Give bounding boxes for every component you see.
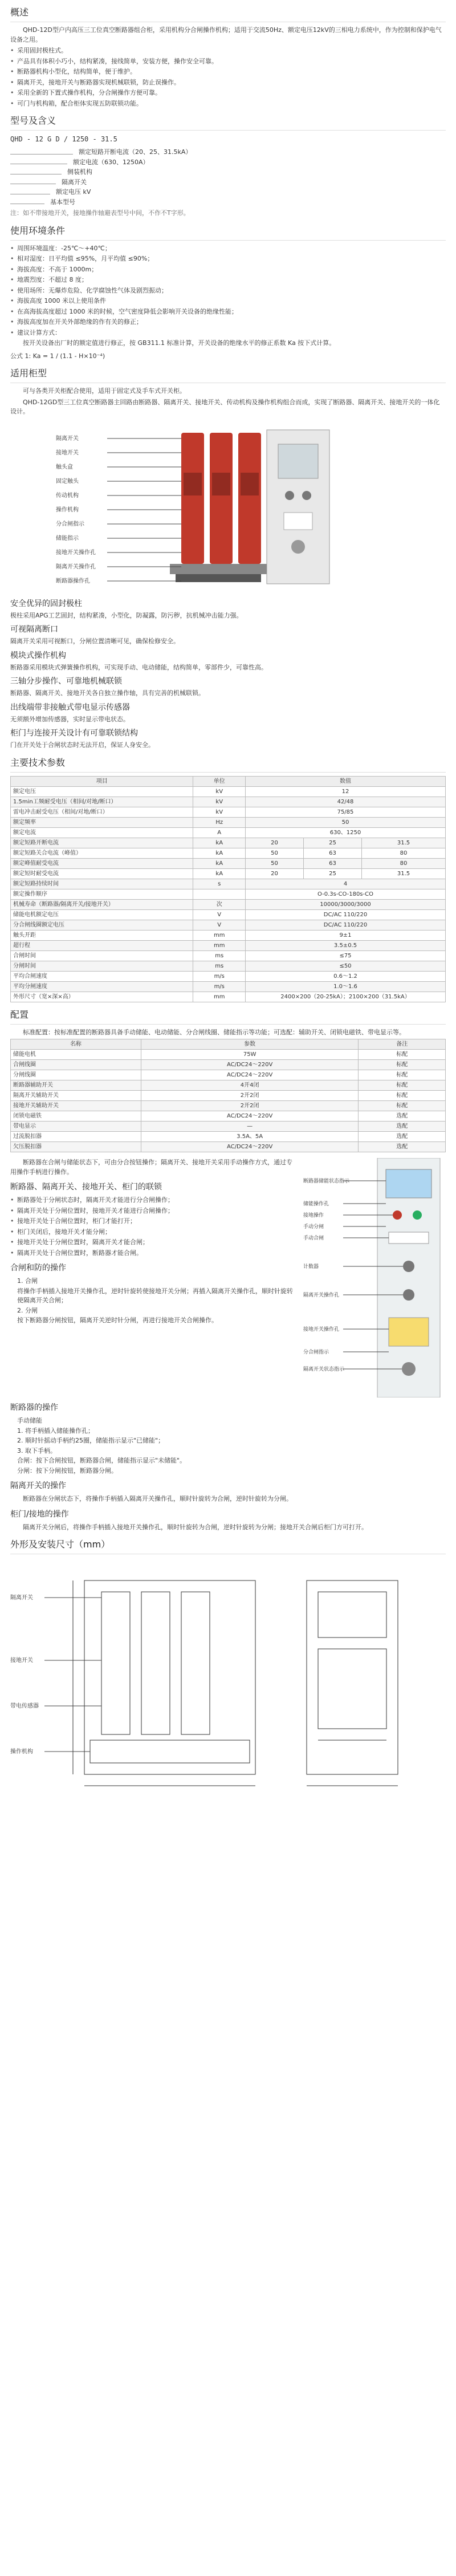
table-cell: 超行程 [11,940,193,950]
panel-label: 储能操作孔 [303,1201,329,1207]
table-cell: 63 [304,858,362,868]
table-cell: 欠压脱扣器 [11,1142,141,1152]
table-row [11,858,446,868]
callout-label: 操作机构 [56,506,79,513]
list-item: • 周围环境温度：-25℃～+40℃； [10,244,446,254]
feature-title: 柜门与连接开关设计有可靠联锁结构 [10,729,138,738]
list-item: • 隔离开关，接地开关与断路器实现机械联锁，防止误操作。 [10,78,446,88]
close-title: 合闸和防的操作 [10,1263,66,1273]
list-item: • 可门与机构箱，配合柜体实现五防联锁功能。 [10,99,446,109]
options-desc: 标准配置：按标准配置的断路器具备手动储能、电动储能、分合闸线圈、储能指示等功能；可选配：辅助开关、闭锁电磁铁、带电显示等。 [23,1028,405,1036]
earth-op-title: 柜门/接地的操作 [10,1509,69,1519]
step: 1. 合闸 [17,1277,38,1285]
table-cell: V [193,920,246,930]
table-cell: 80 [362,858,446,868]
model-meaning: 额定电流（630、1250A） [73,158,149,166]
control-panel-illustration [303,1158,446,1397]
list-item: • 建议计算方式： [10,328,446,338]
table-cell: mm [193,930,246,940]
callout-label: 隔离开关 [56,435,79,442]
feature-title: 三轴分步操作、可靠地机械联锁 [10,677,122,686]
table-cell: AC/DC24～220V [141,1070,359,1080]
page [0,6,456,1806]
table-cell: A [193,827,246,838]
table-cell: mm [193,940,246,950]
table-cell: 分合闸线圈额定电压 [11,920,193,930]
table-cell: 选配 [359,1132,446,1142]
overview-section [10,6,446,108]
model-meaning: 基本型号 [50,198,75,206]
list-item: • 柜门关闭后，接地开关才能分闸； [10,1228,294,1237]
table-row [11,786,446,797]
overview-title: 概述 [10,6,446,22]
callout-label: 传动机构 [56,492,79,499]
step: 2. 分闸 [17,1306,38,1314]
table-cell: 12 [246,786,446,797]
panel-label: 断路器储能状态指示 [303,1179,350,1184]
table-cell: 标配 [359,1050,446,1060]
table-cell: kV [193,807,246,817]
callout-label: 隔离开关操作孔 [56,563,96,570]
list-item: • 隔离开关处于合闸位置时，断路器才能合闸。 [10,1249,294,1258]
panel-label: 计数器 [303,1264,319,1270]
table-cell: 2开2闭 [141,1101,359,1111]
model-note: 注：如不带接地开关，接地操作轴避表型号中间，不作不T字形。 [10,209,190,217]
table-cell: 选配 [359,1122,446,1132]
table-cell: 机械寿命（断路器/隔离开关/接地开关） [11,899,193,909]
table-cell: kA [193,848,246,858]
usage-title: 适用柜型 [10,367,446,383]
callout-label: 固定触头 [56,478,79,485]
breaker-illustration [10,421,446,592]
callout-label: 接地开关 [56,449,79,456]
control-panel-image [303,1158,446,1397]
panel-label: 接地操作 [303,1213,324,1218]
params-header: 项目 [11,776,193,786]
callout-label: 触头盒 [56,464,73,470]
table-cell: ms [193,961,246,971]
table-cell: 额定电流 [11,827,193,838]
table-cell: 标配 [359,1101,446,1111]
table-row [11,920,446,930]
table-row [11,817,446,827]
table-cell: 外形尺寸（宽×深×高） [11,992,193,1002]
model-code: QHD - 12 G D / 1250 - 31.5 [10,135,117,143]
table-cell: ≤75 [246,950,446,961]
conditions-title: 使用环境条件 [10,224,446,241]
step: 分闸：按下分闸按钮，断路器分闸。 [17,1466,117,1474]
callout-label: 分合闸指示 [56,521,84,527]
model-title: 型号及含义 [10,114,446,131]
features-section [10,598,446,750]
step: 2. 顺时针摇动手柄约25圈，储能指示显示"已储能"； [17,1437,165,1444]
table-cell: 4开4闭 [141,1080,359,1091]
seq-title: 断路器、隔离开关、接地开关、柜门的联锁 [10,1183,162,1192]
table-cell: 额定短路持续时间 [11,879,193,889]
options-section [10,1008,446,1153]
list-item: • 断路器机构小型化，结构简单，便于维护。 [10,67,446,77]
table-cell: 额定峰值耐受电流 [11,858,193,868]
table-cell: 断路器辅助开关 [11,1080,141,1091]
table-cell: 额定短路关合电流（峰值） [11,848,193,858]
list-item: • 采用全新的下置式操作机构，分合闸操作方便可靠。 [10,88,446,98]
table-cell: m/s [193,971,246,981]
table-cell: ms [193,950,246,961]
dims-section [10,1538,446,1806]
table-cell: 次 [193,899,246,909]
dims-title: 外形及安装尺寸（mm） [10,1538,446,1554]
table-cell: DC/AC 110/220 [246,909,446,920]
table-cell: 42/48 [246,797,446,807]
callout-label: 接地开关操作孔 [56,549,96,556]
table-cell: 25 [304,868,362,879]
table-cell: 平均分闸速度 [11,981,193,992]
table-cell: 3.5A、5A [141,1132,359,1142]
table-row [11,1142,446,1152]
table-cell: 1.5min工频耐受电压（相间/对地/断口） [11,797,193,807]
dimension-drawing [10,1558,446,1803]
feature-text: 门在开关处于合闸状态时无法开启，保证人身安全。 [10,741,154,749]
feature-title: 可视隔离断口 [10,625,58,634]
options-title: 配置 [10,1008,446,1025]
table-row [11,848,446,858]
table-row [11,981,446,992]
table-row [11,940,446,950]
table-cell: 触头开距 [11,930,193,940]
table-cell: 额定电压 [11,786,193,797]
dim-label: 操作机构 [10,1749,33,1755]
table-row [11,992,446,1002]
callout-label: 储能指示 [56,535,79,542]
overview-intro: QHD-12D型户内高压三工位真空断路器组合柜，采用机构分合闸操作机构；适用于交流50Hz、额定电压12kV的三相电力系统中，作为控制和保护电气设备之用。 [10,26,442,43]
step: 3. 取下手柄。 [17,1447,56,1454]
table-cell: 储能电机 [11,1050,141,1060]
table-cell: 额定频率 [11,817,193,827]
table-cell: 额定短路开断电流 [11,838,193,848]
table-row [11,961,446,971]
table-cell: 合闸时间 [11,950,193,961]
table-row [11,827,446,838]
conditions-bullets [10,244,446,338]
list-item: • 隔离开关处于分闸位置时，接地开关才能进行合闸操作； [10,1206,294,1216]
model-meaning: 隔离开关 [62,178,87,186]
table-cell: ≤50 [246,961,446,971]
table-cell: 标配 [359,1091,446,1101]
table-cell: 63 [304,848,362,858]
table-row [11,879,446,889]
params-header: 单位 [193,776,246,786]
table-row [11,930,446,940]
table-cell: 标配 [359,1080,446,1091]
table-cell: 选配 [359,1142,446,1152]
table-cell: 20 [246,838,304,848]
table-cell: DC/AC 110/220 [246,920,446,930]
table-row [11,838,446,848]
table-cell: 过流脱扣器 [11,1132,141,1142]
table-cell: 3.5±0.5 [246,940,446,950]
table-row [11,1122,446,1132]
feature-title: 出线端带非接触式带电显示传感器 [10,702,130,712]
table-cell [193,889,246,899]
model-meaning: 额定短路开断电流（20、25、31.5kA） [79,148,192,156]
list-item: • 地震烈度：不超过 8 度； [10,275,446,285]
table-row [11,807,446,817]
dim-label: 接地开关 [10,1657,33,1664]
feature-text: 断路器采用模块式弹簧操作机构，可实现手动、电动储能，结构简单，零部件少，可靠性高。 [10,663,267,671]
params-section [10,756,446,1002]
params-table [10,776,446,1002]
feature-title: 安全优异的固封极柱 [10,599,82,608]
iso-op-title: 隔离开关的操作 [10,1481,66,1490]
operation-section [10,1158,446,1532]
table-cell: 闭锁电磁铁 [11,1111,141,1122]
table-row [11,1050,446,1060]
table-row [11,889,446,899]
table-cell: 分闸时间 [11,961,193,971]
step: 手动储能 [17,1417,42,1424]
table-cell: kV [193,786,246,797]
operation-intro: 断路器在合闸与储能状态下，可由分合按钮操作；隔离开关、接地开关采用手动操作方式，通过专用操作手柄进行操作。 [10,1159,292,1176]
table-cell: 50 [246,817,446,827]
step: 1. 将手柄插入储能操作孔； [17,1427,94,1435]
params-header: 数值 [246,776,446,786]
table-cell: kA [193,868,246,879]
panel-label: 手动合闸 [303,1236,324,1241]
list-item: • 相对湿度：日平均值 ≤95%，月平均值 ≤90%； [10,254,446,264]
table-cell: 2开2闭 [141,1091,359,1101]
table-row [11,1060,446,1070]
list-item: • 采用固封极柱式。 [10,46,446,56]
table-cell: 75W [141,1050,359,1060]
panel-label: 分合闸指示 [303,1350,329,1355]
table-cell: 50 [246,858,304,868]
table-cell: kA [193,858,246,868]
table-cell: — [141,1122,359,1132]
table-row [11,971,446,981]
table-cell: m/s [193,981,246,992]
step: 将操作手柄插入接地开关操作孔，逆时针旋转使接地开关分闸；再插入隔离开关操作孔，顺时针旋转使隔离开关合闸； [17,1287,293,1304]
options-table [10,1039,446,1152]
table-cell: mm [193,992,246,1002]
panel-label: 隔离开关操作孔 [303,1293,340,1298]
table-cell: 31.5 [362,868,446,879]
step: 按下断路器分闸按钮，隔离开关逆时针分闸，再进行接地开关合闸操作。 [17,1317,218,1324]
list-item: • 接地开关处于合闸位置时，柜门才能打开； [10,1217,294,1226]
seq-list [10,1196,294,1258]
table-row [11,909,446,920]
table-cell: 630、1250 [246,827,446,838]
params-title: 主要技术参数 [10,756,446,773]
table-cell: 储能电机额定电压 [11,909,193,920]
table-row [11,1080,446,1091]
table-row [11,1070,446,1080]
table-cell: kA [193,838,246,848]
table-cell: 标配 [359,1060,446,1070]
model-meaning: 侧装机构 [67,168,92,176]
options-header: 备注 [359,1039,446,1050]
list-item: • 断路器处于分闸状态时，隔离开关才能进行分合闸操作； [10,1196,294,1205]
table-cell: AC/DC24～220V [141,1060,359,1070]
table-row [11,868,446,879]
table-cell: 20 [246,868,304,879]
list-item: • 接地开关处于分闸位置时，隔离开关才能合闸； [10,1238,294,1248]
table-cell: 10000/3000/3000 [246,899,446,909]
list-item: • 在高海拔高度超过 1000 米的时候，空气密度降低会影响开关设备的绝缘性能； [10,307,446,317]
table-cell: kV [193,797,246,807]
feature-title: 模块式操作机构 [10,651,66,660]
table-cell: 合闸线圈 [11,1060,141,1070]
list-item: • 产品具有体积小巧小，结构紧凑，接线简单，安装方便，操作安全可靠。 [10,57,446,67]
panel-label: 隔离开关状态指示 [303,1367,345,1372]
table-cell: AC/DC24～220V [141,1111,359,1122]
table-cell: 分闸线圈 [11,1070,141,1080]
table-cell: Hz [193,817,246,827]
table-cell: 带电显示 [11,1122,141,1132]
options-header: 参数 [141,1039,359,1050]
overview-bullets [10,46,446,108]
table-cell: 80 [362,848,446,858]
table-cell: 接地开关辅助开关 [11,1101,141,1111]
formula: 公式 1: Ka = 1 / (1.1 - H×10⁻⁴) [10,352,105,360]
table-cell: 9±1 [246,930,446,940]
product-image [10,421,446,592]
table-cell: 1.0～1.6 [246,981,446,992]
panel-label: 接地开关操作孔 [303,1327,340,1332]
table-cell: V [193,909,246,920]
earth-op-text: 隔离开关分闸后，将操作手柄插入接地开关操作孔，顺时针旋转为合闸，逆时针旋转为分闸；接地开关合闸后柜门方可打开。 [23,1523,368,1531]
options-header: 名称 [11,1039,141,1050]
model-meaning: 额定电压 kV [56,188,91,196]
table-cell: 选配 [359,1111,446,1122]
list-item: • 海拔高度：不高于 1000m； [10,265,446,275]
table-cell: s [193,879,246,889]
table-cell: 平均合闸速度 [11,971,193,981]
iso-op-text: 断路器在分闸状态下，将操作手柄插入隔离开关操作孔，顺时针旋转为合闸，逆时针旋转为分闸。 [23,1495,292,1502]
table-cell: 31.5 [362,838,446,848]
table-cell: 25 [304,838,362,848]
usage-desc2: QHD-12GD型三工位真空断路器主回路由断路器、隔离开关、接地开关、传动机构及操作机构组合而成，实现了断路器、隔离开关、接地开关的一体化设计。 [10,398,440,415]
dim-label: 隔离开关 [10,1595,33,1601]
feature-text: 无须额外增加传感器，实时显示带电状态。 [10,715,129,723]
table-cell: 雷电冲击耐受电压（相间/对地/断口） [11,807,193,817]
dim-label: 带电传感器 [10,1703,39,1709]
table-row [11,1132,446,1142]
usage-section [10,367,446,592]
table-row [11,1101,446,1111]
table-cell: 标配 [359,1070,446,1080]
table-row [11,797,446,807]
list-item: • 海拔高度 1000 米以上使用条件 [10,296,446,306]
table-cell: 4 [246,879,446,889]
table-row [11,1091,446,1101]
list-item: • 海拔高度加在开关外部绝缘的作有关的修正； [10,318,446,327]
breaker-op-title: 断路器的操作 [10,1403,58,1412]
table-row [11,950,446,961]
table-cell: AC/DC24～220V [141,1142,359,1152]
conditions-section [10,224,446,361]
callout-label: 断路器操作孔 [56,578,90,584]
table-cell: O-0.3s-CO-180s-CO [246,889,446,899]
usage-desc: 可与各类开关柜配合使用，适用于固定式及手车式开关柜。 [23,387,186,395]
table-cell: 隔离开关辅助开关 [11,1091,141,1101]
table-cell: 50 [246,848,304,858]
table-cell: 2400×200（20-25kA）；2100×200（31.5kA） [246,992,446,1002]
table-cell: 额定短时耐受电流 [11,868,193,879]
table-cell: 额定操作顺序 [11,889,193,899]
model-meanings [10,148,446,207]
step: 合闸：按下合闸按钮，断路器合闸，储能指示显示"未储能"。 [17,1457,186,1464]
panel-label: 手动分闸 [303,1224,324,1230]
feature-text: 断路器、隔离开关、接地开关各自独立操作轴，具有完善的机械联锁。 [10,689,205,697]
table-row [11,1111,446,1122]
feature-text: 隔离开关采用可视断口，分闸位置清晰可见，确保检修安全。 [10,637,180,645]
feature-text: 极柱采用APG工艺固封，结构紧凑，小型化，防凝露，防污秽，抗机械冲击能力强。 [10,611,243,619]
table-row [11,899,446,909]
model-section [10,114,446,218]
conditions-extra: 按开关设备出厂时的额定值进行修正，按 GB311.1 标准计算，开关设备的绝缘水平的修正系数 Ka 按下式计算。 [23,339,336,347]
list-item: • 使用场所：无爆炸危险、化学腐蚀性气体及剧烈振动； [10,286,446,296]
table-cell: 0.6～1.2 [246,971,446,981]
table-cell: 75/85 [246,807,446,817]
